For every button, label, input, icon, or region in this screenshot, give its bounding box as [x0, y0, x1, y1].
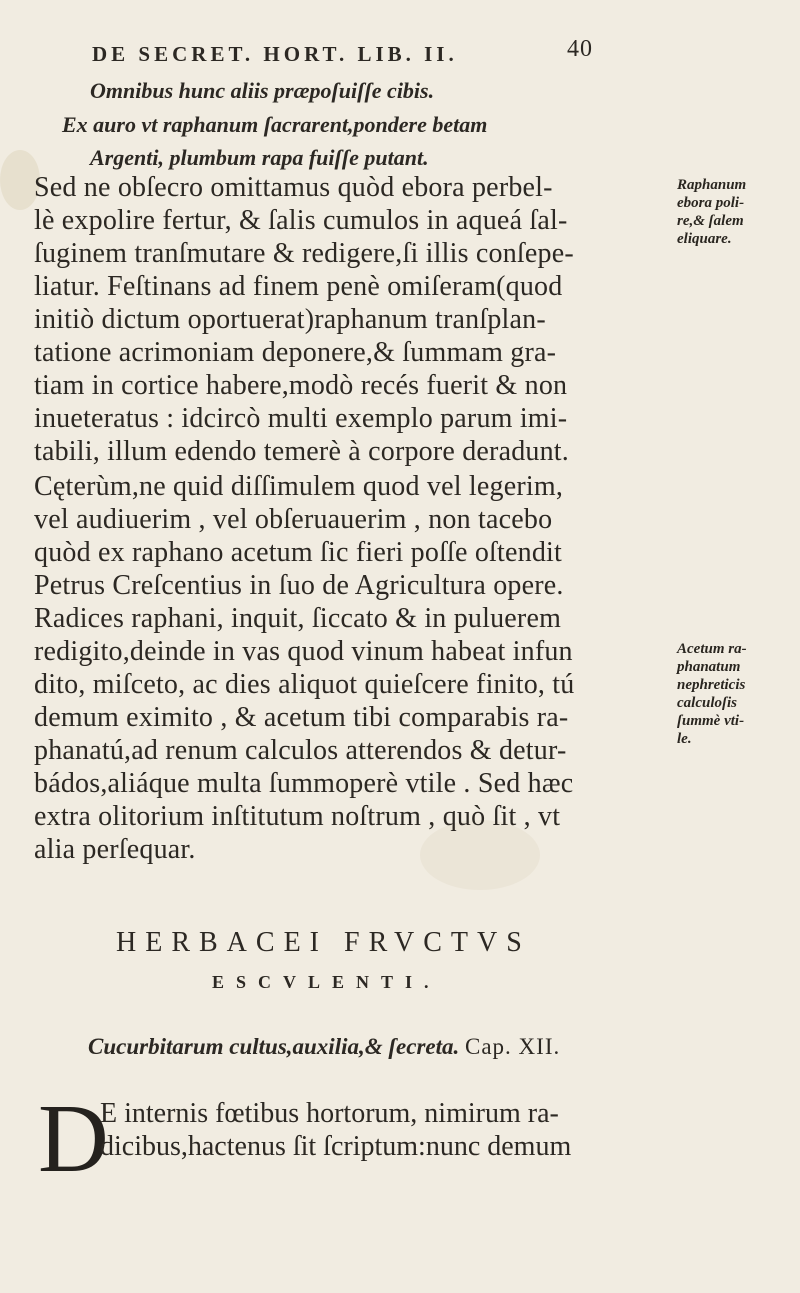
section-subtitle: ESCVLENTI.: [212, 972, 441, 992]
body-line: quòd ex raphano acetum ſic fieri poſſe oſtendit: [34, 537, 563, 568]
body-line: liatur. Feſtinans ad finem penè omiſeram(quod: [34, 271, 563, 302]
section-title: HERBACEI FRVCTVS: [116, 927, 531, 958]
opening-line: dicibus,hactenus ſit ſcriptum:nunc demum: [100, 1131, 572, 1162]
page-number: 40: [567, 36, 593, 62]
chapter-number: Cap. XII.: [465, 1034, 561, 1059]
verse-line: Omnibus hunc aliis præpoſuiſſe cibis.: [90, 78, 435, 103]
body-line: Sed ne obſecro omittamus quòd ebora perbel-: [34, 172, 553, 203]
verse-line: Argenti, plumbum rapa fuiſſe putant.: [90, 145, 429, 170]
margin-note-line: phanatum: [677, 659, 741, 675]
body-line: Cęterùm,ne quid diſſimulem quod vel legerim,: [34, 471, 564, 502]
body-line: extra olitorium inſtitutum noſtrum , quò ſit , vt: [34, 801, 561, 832]
body-line: bádos,aliáque multa ſummoperè vtile . Sed hæc: [34, 768, 574, 799]
margin-note-line: Acetum ra-: [677, 641, 747, 657]
body-line: redigito,deinde in vas quod vinum habeat infun: [34, 636, 573, 667]
body-line: alia perſequar.: [34, 834, 196, 865]
margin-note-line: le.: [677, 731, 692, 747]
body-line: lè expolire fertur, & ſalis cumulos in aqueá ſal-: [34, 205, 568, 236]
opening-line: E internis fœtibus hortorum, nimirum ra-: [100, 1098, 559, 1129]
margin-note-line: calculoſis: [677, 695, 737, 711]
margin-note-line: ebora poli-: [677, 195, 745, 211]
body-line: initiò dictum oportuerat)raphanum tranſplan-: [34, 304, 546, 335]
body-line: vel audiuerim , vel obſeruauerim , non tacebo: [34, 504, 553, 535]
margin-note-line: eliquare.: [677, 231, 732, 247]
body-line: tatione acrimoniam deponere,& ſummam gra-: [34, 337, 557, 368]
margin-note-line: nephreticis: [677, 677, 746, 693]
margin-note-line: Raphanum: [677, 177, 747, 193]
running-head-title: DE SECRET. HORT. LIB. II.: [92, 42, 458, 66]
body-line: tiam in cortice habere,modò recés fuerit & non: [34, 370, 568, 401]
body-line: dito, miſceto, ac dies aliquot quieſcere finito, tú: [34, 669, 575, 700]
margin-note-line: re,& ſalem: [677, 213, 744, 229]
body-line: phanatú,ad renum calculos atterendos & detur-: [34, 735, 567, 766]
margin-note-line: ſummè vti-: [677, 713, 745, 729]
verse-line: Ex auro vt raphanum ſacrarent,pondere betam: [62, 112, 488, 137]
body-line: Radices raphani, inquit, ſiccato & in puluerem: [34, 603, 562, 634]
body-line: ſuginem tranſmutare & redigere,ſi illis conſepe-: [34, 238, 574, 269]
margin-note-acetum: [677, 640, 747, 748]
body-line: inueteratus : idcircò multi exemplo parum imi-: [34, 403, 568, 434]
body-line: tabili, illum edendo temerè à corpore deradunt.: [34, 436, 569, 467]
body-line: demum eximito , & acetum tibi comparabis ra-: [34, 702, 569, 733]
drop-capital: D: [38, 1085, 109, 1193]
running-head: [92, 36, 652, 67]
body-line: Petrus Creſcentius in ſuo de Agricultura opere.: [34, 570, 564, 601]
chapter-heading: [88, 1034, 560, 1060]
chapter-title: Cucurbitarum cultus,auxilia,& ſecreta.: [88, 1034, 460, 1059]
margin-note-raphanum: [677, 176, 746, 248]
